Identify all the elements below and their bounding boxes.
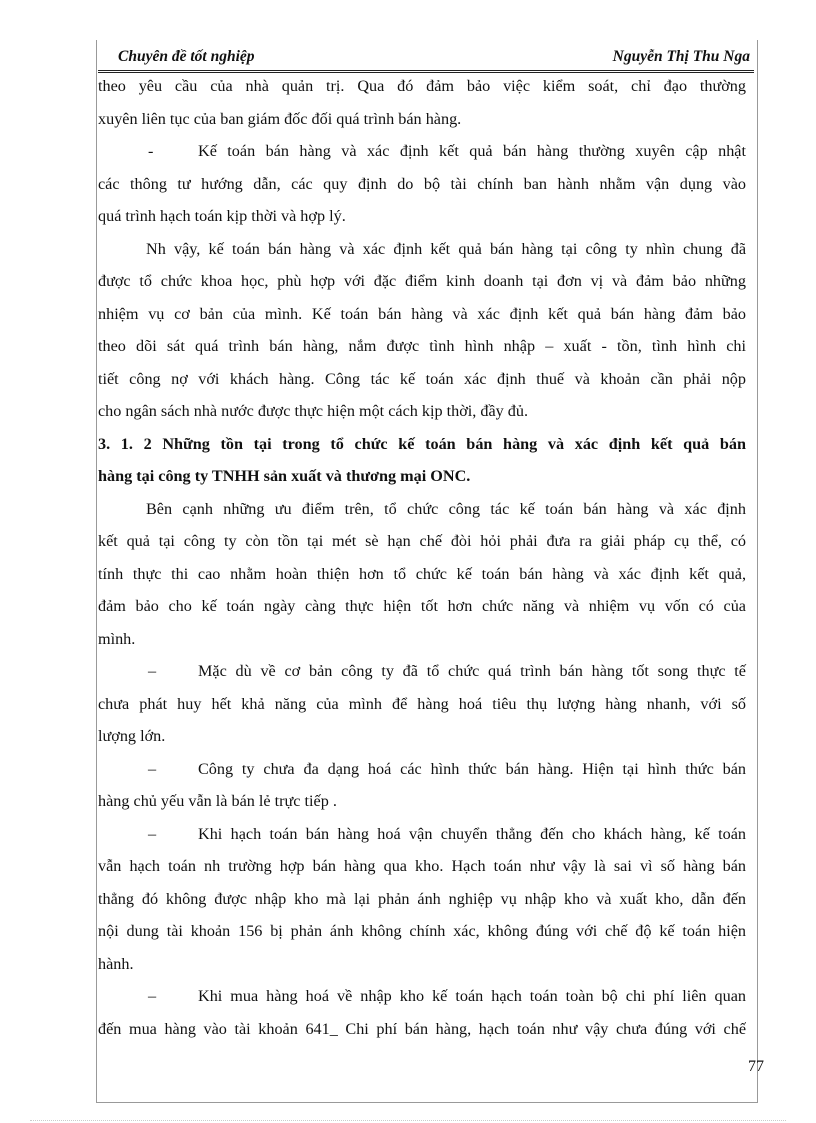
section-heading: 3. 1. 2 Những tồn tại trong tổ chức kế toán bán hàng và xác định kết quả bán: [98, 434, 746, 453]
text-line: hàng chủ yếu vẫn là bán lẻ trực tiếp .: [98, 792, 337, 810]
text-line: nội dung tài khoản 156 bị phản ánh không chính xác, không đúng với chế độ kế toán hiện: [98, 922, 746, 940]
footer-rule: [30, 1120, 786, 1121]
text-line: quá trình hạch toán kịp thời và hợp lý.: [98, 207, 346, 225]
text-line: kết quả tại công ty còn tồn tại mét sè hạn chế đòi hỏi phải đưa ra giải pháp cụ thể, có: [98, 532, 746, 550]
bullet-item: [98, 818, 746, 851]
text-line: cho ngân sách nhà nước được thực hiện một cách kịp thời, đầy đủ.: [98, 402, 529, 420]
page-number: 77: [748, 1058, 764, 1075]
header-title: Chuyên đề tốt nghiệp: [118, 48, 255, 65]
bullet-marker: –: [148, 662, 157, 680]
text-line: xuyên liên tục của ban giám đốc đối quá trình bán hàng.: [98, 109, 462, 128]
bullet-item: [98, 135, 746, 168]
bullet-item: [98, 753, 746, 786]
bullet-marker: -: [148, 142, 154, 160]
header-author: Nguyễn Thị Thu Nga: [612, 48, 750, 65]
text-line: hành.: [98, 954, 134, 973]
text-line: Công ty chưa đa dạng hoá các hình thức bán hàng. Hiện tại hình thức bán: [198, 759, 746, 778]
page-header: [98, 44, 754, 73]
bullet-marker: –: [148, 987, 157, 1005]
bullet-marker: –: [148, 759, 157, 778]
section-heading-cont: hàng tại công ty TNHH sản xuất và thương mại ONC.: [98, 467, 471, 485]
text-line: tiết công nợ với khách hàng. Công tác kế toán xác định thuế và khoản cần phải nộp: [98, 369, 746, 388]
document-body: [98, 70, 746, 1045]
text-line: vẫn hạch toán nh trường hợp bán hàng qua kho. Hạch toán như vậy là sai vì số hàng bán: [98, 857, 746, 875]
text-line: được tổ chức khoa học, phù hợp với đặc điểm kinh doanh tại đơn vị và đảm bảo những: [98, 272, 746, 290]
bullet-marker: –: [148, 824, 157, 843]
text-line: đến mua hàng vào tài khoản 641_ Chi phí bán hàng, hạch toán như vậy chưa đúng với chế: [98, 1019, 746, 1038]
bullet-item: [98, 655, 746, 688]
text-line: Kế toán bán hàng và xác định kết quả bán hàng thường xuyên cập nhật: [198, 142, 746, 160]
text-line: tính thực thi cao nhằm hoàn thiện hơn tổ chức kế toán bán hàng và xác định kết quả,: [98, 564, 746, 583]
text-line: Bên cạnh những ưu điểm trên, tổ chức công tác kế toán bán hàng và xác định: [146, 499, 746, 518]
text-line: chưa phát huy hết khả năng của mình để hàng hoá tiêu thụ lượng hàng nhanh, với số: [98, 694, 746, 713]
bullet-item: [98, 980, 746, 1013]
text-line: Khi hạch toán bán hàng hoá vận chuyển thẳng đến cho khách hàng, kế toán: [198, 824, 746, 843]
text-line: Khi mua hàng hoá về nhập kho kế toán hạch toán toàn bộ chi phí liên quan: [198, 987, 746, 1005]
text-line: nhiệm vụ cơ bản của mình. Kế toán bán hàng và xác định kết quả bán hàng đảm bảo: [98, 304, 746, 323]
text-line: Mặc dù về cơ bản công ty đã tổ chức quá trình bán hàng tốt song thực tế: [198, 662, 746, 680]
text-line: đảm bảo cho kế toán ngày càng thực hiện tốt hơn chức năng và nhiệm vụ vốn có của: [98, 597, 746, 615]
text-line: thẳng đó không được nhập kho mà lại phản ánh nghiệp vụ nhập kho và xuất kho, dẫn đến: [98, 889, 746, 908]
text-line: Nh vậy, kế toán bán hàng và xác định kết quả bán hàng tại công ty nhìn chung đã: [146, 239, 746, 258]
text-line: các thông tư hướng dẫn, các quy định do bộ tài chính ban hành nhằm vận dụng vào: [98, 174, 746, 193]
text-line: theo dõi sát quá trình bán hàng, nắm được tình hình nhập – xuất - tồn, tình hình chi: [98, 337, 746, 355]
text-line: theo yêu cầu của nhà quản trị. Qua đó đảm bảo việc kiểm soát, chỉ đạo thường: [98, 77, 746, 95]
text-line: lượng lớn.: [98, 727, 166, 745]
text-line: mình.: [98, 629, 136, 648]
